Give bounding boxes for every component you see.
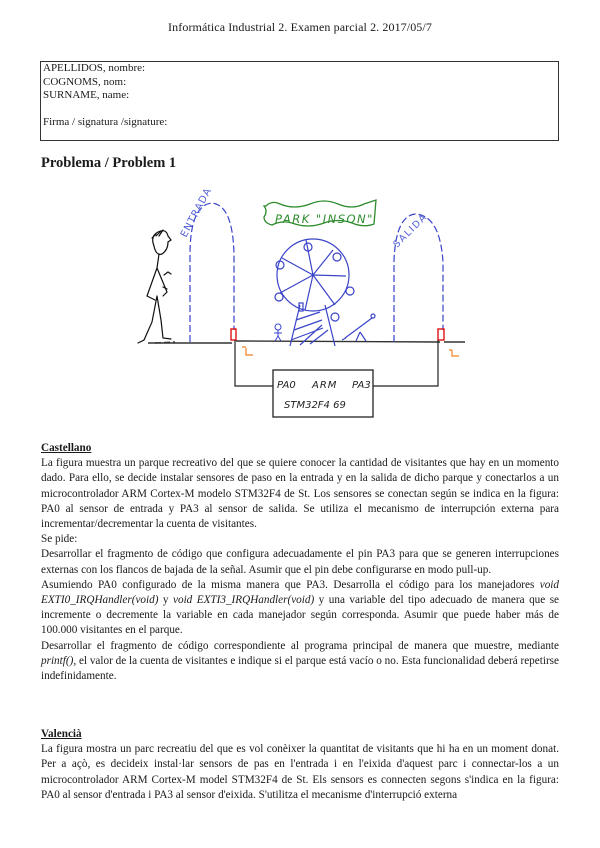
task-3-text: el valor de la cuenta de visitantes e indique si el parque está vacío o no. Esta funcionalidad deberá repetirse indefinidamente.: [41, 654, 559, 683]
pin-pa0-label: PA0: [277, 380, 296, 391]
exti0-handler-code: void EXTI0_IRQHandler(void): [41, 578, 559, 607]
exti3-handler-code: void EXTI3_IRQHandler(void): [173, 594, 315, 607]
section-heading-castellano: Castellano: [41, 442, 92, 454]
model-label: STM32F4 69: [284, 400, 346, 411]
surname-field-label: APELLIDOS, nombre:: [43, 62, 146, 74]
ground-line: [148, 341, 465, 343]
task-2-text: Asumiendo PA0 configurado de la misma manera que PA3. Desarrolla el código para los manejadores: [41, 578, 540, 591]
exit-sensor-icon: [438, 329, 444, 340]
section-heading-valencia: Valencià: [41, 728, 82, 740]
castellano-section: [41, 441, 559, 684]
falling-edge-signal-icon: [242, 347, 459, 356]
valencia-section: [41, 727, 559, 803]
ferris-wheel-icon: [275, 239, 354, 346]
se-pide-label: Se pide:: [41, 533, 78, 546]
problem-title: Problema / Problem 1: [41, 155, 177, 171]
signature-field-label: Firma / signatura /signature:: [43, 116, 168, 129]
park-banner: [264, 200, 376, 226]
valencia-intro: La figura mostra un parc recreatiu del que es vol conèixer la quantitat de visitants que hi ha en un moment donat. Per a açò, es decideix instal·lar sensors de pas en l'entrada i en l'eixida d'aquest parc i connectar-los a un microcontrolador ARM Cortex-M model STM32F4 de St. Els sensors es connecten segons s'indica en la figura: PA0 al sensor d'entrada i PA3 al sensor d'eixida. S'utilitza el mecanisme d'interrupció externa: [41, 743, 559, 801]
person-icon: [138, 230, 171, 343]
task-1: Desarrollar el fragmento de código que configura adecuadamente el pin PA3 para que se generen interrupciones externas con los flancos de bajada de la señal. Asumir que el pin debe configurarse en modo pull-up.: [41, 548, 559, 576]
cognoms-field-label: COGNOMS, nom:: [43, 75, 127, 88]
arm-label: ARM: [312, 380, 338, 391]
castellano-intro: La figura muestra un parque recreativo del que se quiere conocer la cantidad de visitantes que hay en un momento dado. Para ello, se decide instalar sensores de paso en la entrada y en la salida de dicho parque y conectarlos a un microcontrolador ARM Cortex-M modelo STM32F4 de St. Los sensores se conectan según se indica en la figura: PA0 al sensor de entrada y PA3 al sensor de salida. Se utiliza el mecanismo de interrupción externa para incrementar/decrementar la cuenta de visitantes.: [41, 457, 559, 531]
child-icon: [274, 324, 282, 341]
seesaw-icon: [342, 314, 375, 341]
pin-pa3-label: PA3: [352, 380, 371, 391]
printf-code: printf(),: [41, 654, 77, 667]
park-diagram: [0, 180, 600, 425]
spacer: [43, 103, 558, 117]
exit-label: SALIDA: [391, 211, 430, 251]
task-2-text: y una variable del tipo adecuado de manera que se incremente o decremente la variable en cada manejador según corresponda. Asumir que puede haber más de 100.000 visitantes en el parque.: [41, 594, 560, 637]
task-3-text: Desarrollar el fragmento de código correspondiente al programa principal de manera que muestre, mediante: [41, 639, 559, 652]
banner-text: PARK "INSON": [275, 212, 374, 226]
park-figure: [0, 180, 600, 425]
task-2-text: y: [158, 594, 174, 607]
surname-en-field-label: SURNAME, name:: [43, 89, 130, 102]
entrance-label: ENTRADA: [178, 185, 215, 240]
entrance-sensor-icon: [231, 329, 236, 340]
student-id-box: [40, 61, 559, 141]
task-3: [41, 639, 559, 685]
page-header: Informática Industrial 2. Examen parcial 2. 2017/05/7: [168, 20, 432, 34]
microcontroller-box: [273, 370, 373, 417]
task-2: [41, 578, 559, 639]
